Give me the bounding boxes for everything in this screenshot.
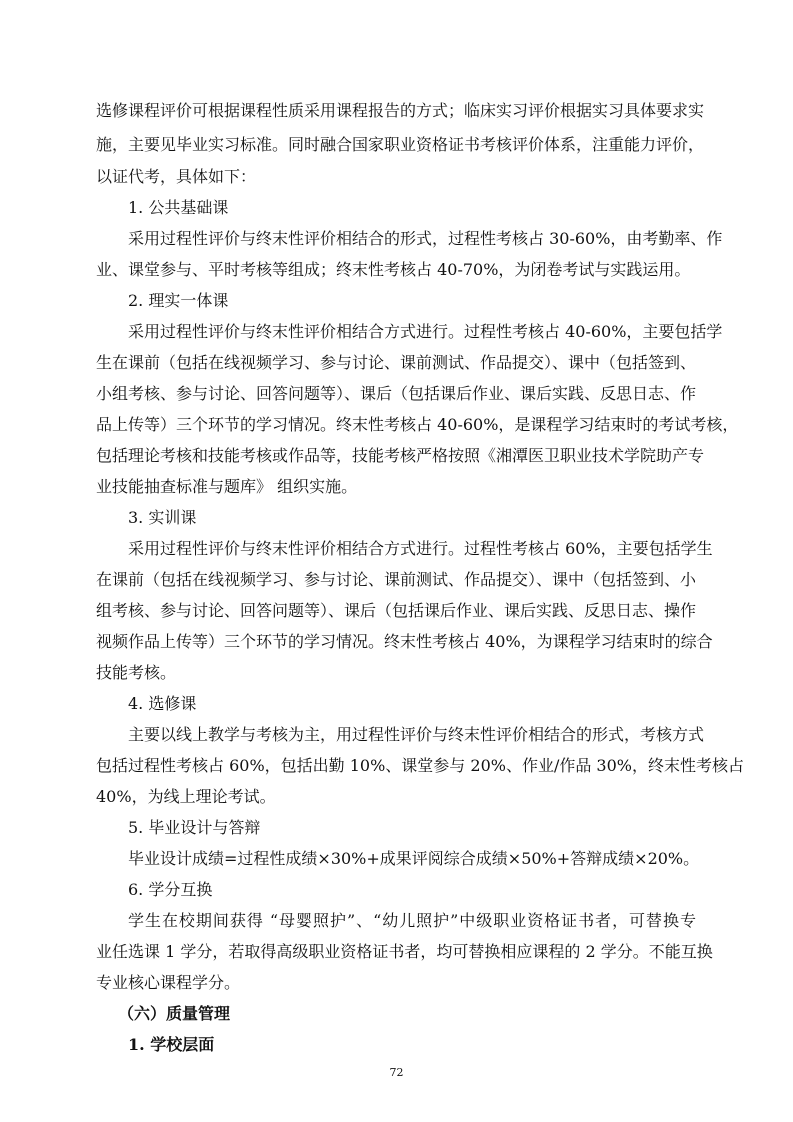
section-4-line-3: 40%，为线上理论考试。 <box>96 787 276 806</box>
section-5-line-1: 毕业设计成绩=过程性成绩×30%+成果评阅综合成绩×50%+答辩成绩×20%。 <box>128 849 700 868</box>
section-3-line-5: 技能考核。 <box>96 663 177 682</box>
section-2-line-2: 生在课前（包括在线视频学习、参与讨论、课前测试、作品提交）、课中（包括签到、 <box>96 353 697 372</box>
section-heading-integrated: 2. 理实一体课 <box>128 291 229 310</box>
school-level-heading: 1. 学校层面 <box>128 1035 215 1054</box>
section-heading-public-basic: 1. 公共基础课 <box>128 198 229 217</box>
section-3-line-1: 采用过程性评价与终末性评价相结合方式进行。过程性考核占 60%，主要包括学生 <box>128 539 713 558</box>
section-6-line-2: 业任选课 1 学分，若取得高级职业资格证书者，均可替换相应课程的 2 学分。不能互换 <box>96 942 713 961</box>
section-4-line-2: 包括过程性考核占 60%，包括出勤 10%、课堂参与 20%、作业/作品 30%，终末性考核占 <box>96 756 744 775</box>
section-3-line-4: 视频作品上传等）三个环节的学习情况。终末性考核占 40%，为课程学习结束时的综合 <box>96 632 713 651</box>
intro-line-1: 选修课程评价可根据课程性质采用课程报告的方式；临床实习评价根据实习具体要求实 <box>96 101 705 120</box>
section-2-line-1: 采用过程性评价与终末性评价相结合方式进行。过程性考核占 40-60%，主要包括学 <box>128 322 723 341</box>
intro-line-2: 施，主要见毕业实习标准。同时融合国家职业资格证书考核评价体系，注重能力评价， <box>96 135 705 154</box>
section-heading-practical-training: 3. 实训课 <box>128 508 197 527</box>
section-6-line-3: 专业核心课程学分。 <box>96 973 241 992</box>
section-2-line-4: 品上传等）三个环节的学习情况。终末性考核占 40-60%，是课程学习结束时的考试考核， <box>96 415 739 434</box>
section-1-line-2: 业、课堂参与、平时考核等组成；终末性考核占 40-70%，为闭卷考试与实践运用。 <box>96 260 691 279</box>
quality-management-heading: （六）质量管理 <box>118 1004 231 1023</box>
intro-line-3: 以证代考，具体如下： <box>96 167 257 186</box>
section-2-line-5: 包括理论考核和技能考核或作品等，技能考核严格按照《湘潭医卫职业技术学院助产专 <box>96 446 705 465</box>
section-2-line-6: 业技能抽查标准与题库》 组织实施。 <box>96 477 358 496</box>
section-1-line-1: 采用过程性评价与终末性评价相结合的形式，过程性考核占 30-60%，由考勤率、作 <box>128 229 723 248</box>
section-3-line-2: 在课前（包括在线视频学习、参与讨论、课前测试、作品提交）、课中（包括签到、小 <box>96 570 697 589</box>
section-2-line-3: 小组考核、参与讨论、回答问题等）、课后（包括课后作业、课后实践、反思日志、作 <box>96 384 697 403</box>
section-heading-credit-exchange: 6. 学分互换 <box>128 880 213 899</box>
section-4-line-1: 主要以线上教学与考核为主，用过程性评价与终末性评价相结合的形式，考核方式 <box>128 725 705 744</box>
section-heading-graduation-design: 5. 毕业设计与答辩 <box>128 818 261 837</box>
section-heading-elective: 4. 选修课 <box>128 694 197 713</box>
section-6-line-1: 学生在校期间获得 “母婴照护”、“幼儿照护”中级职业资格证书者，可替换专 <box>128 911 696 930</box>
page-number: 72 <box>389 1066 404 1079</box>
section-3-line-3: 组考核、参与讨论、回答问题等）、课后（包括课后作业、课后实践、反思日志、操作 <box>96 601 697 620</box>
